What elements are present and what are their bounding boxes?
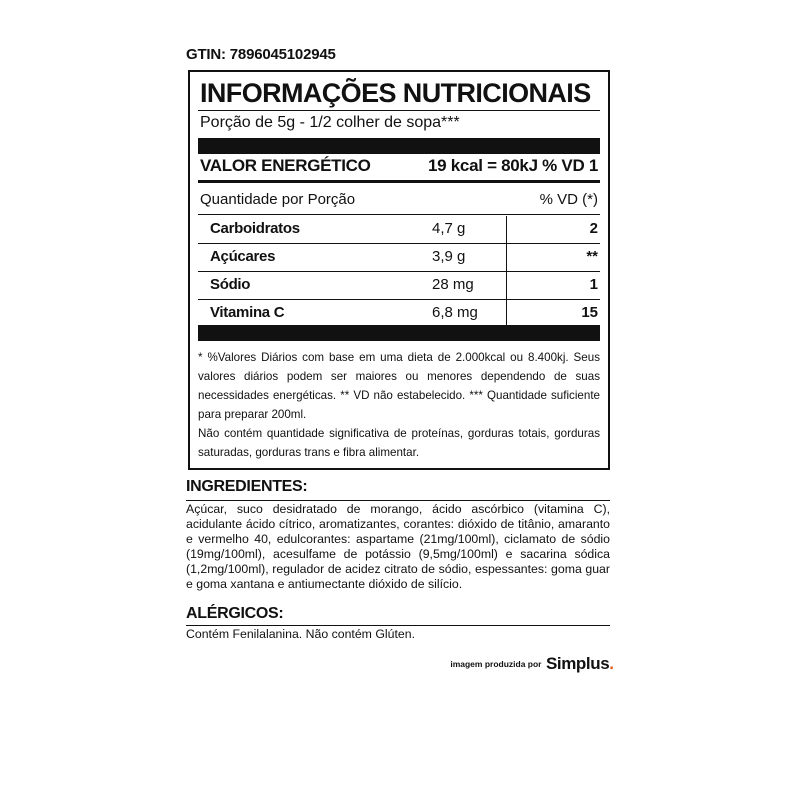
simplus-logo: Simplus [545, 654, 610, 673]
portion-size: Porção de 5g - 1/2 colher de sopa*** [200, 114, 460, 131]
ingredients-heading: INGREDIENTES: [186, 478, 308, 495]
nutrient-name: Vitamina C [210, 304, 285, 321]
energy-divider [198, 180, 600, 183]
footnotes [198, 348, 600, 462]
nutrient-name: Carboidratos [210, 220, 300, 237]
column-divider [506, 244, 507, 271]
nutrition-title: INFORMAÇÕES NUTRICIONAIS [200, 78, 591, 108]
black-bar-bottom [198, 325, 600, 341]
nutrient-amount: 6,8 mg [432, 304, 478, 321]
allergens-text: Contém Fenilalanina. Não contém Glúten. [186, 627, 415, 641]
nutrient-name: Açúcares [210, 248, 276, 265]
nutrient-amount: 4,7 g [432, 220, 466, 237]
insignificant-nutrients-note: Não contém quantidade significativa de proteínas, gorduras totais, gorduras saturadas, gorduras trans e fibra alimentar. [198, 427, 600, 459]
nutrient-row [198, 244, 600, 272]
nutrient-name: Sódio [210, 276, 251, 293]
energy-value: 19 kcal = 80kJ % VD 1 [428, 156, 598, 175]
gtin-code: GTIN: 7896045102945 [186, 46, 336, 63]
energy-row [200, 156, 598, 176]
quantity-header: Quantidade por Porção [200, 191, 356, 208]
nutrient-row [198, 216, 600, 244]
title-divider [198, 110, 600, 111]
ingredients-text: Açúcar, suco desidratado de morango, ácido ascórbico (vitamina C), acidulante ácido cítrico, aromatizantes, corantes: dióxido de titânio, amaranto e vermelho 40, edulcorantes: aspartame (21mg/100ml), ciclamato de sódio (19mg/100ml), acesulfame de potássio (9,5mg/100ml) e sacarina sódica (1,2mg/100ml), regulador de acidez citrato de sódio, espessantes: goma guar e goma xantana e antiumectante dióxido de silício. [186, 502, 610, 591]
column-divider [506, 272, 507, 299]
image-credit [450, 654, 614, 674]
nutrient-vd: 15 [581, 304, 598, 321]
nutrient-row [198, 272, 600, 300]
header-divider [198, 214, 600, 215]
nutrient-amount: 28 mg [432, 276, 474, 293]
vd-header: % VD (*) [539, 191, 598, 208]
quantity-header-row [200, 191, 598, 208]
allergens-divider [186, 625, 610, 626]
logo-dot: . [609, 654, 614, 673]
nutrition-facts-panel [188, 70, 610, 470]
black-bar-top [198, 138, 600, 154]
energy-label: VALOR ENERGÉTICO [200, 156, 371, 175]
nutrient-vd: ** [586, 248, 598, 265]
allergens-heading: ALÉRGICOS: [186, 605, 284, 622]
credit-prefix: imagem produzida por [450, 659, 542, 669]
column-divider [506, 216, 507, 243]
nutrient-vd: 1 [589, 276, 598, 293]
daily-values-note: * %Valores Diários com base em uma dieta de 2.000kcal ou 8.400kj. Seus valores diários podem ser maiores ou menores dependendo de suas necessidades energéticas. ** VD não estabelecido. *** Quantidade suficiente para preparar 200ml. [198, 351, 600, 421]
nutrient-row [198, 300, 600, 326]
ingredients-divider [186, 500, 610, 501]
nutrient-vd: 2 [589, 220, 598, 237]
nutrient-amount: 3,9 g [432, 248, 466, 265]
column-divider [506, 300, 507, 326]
